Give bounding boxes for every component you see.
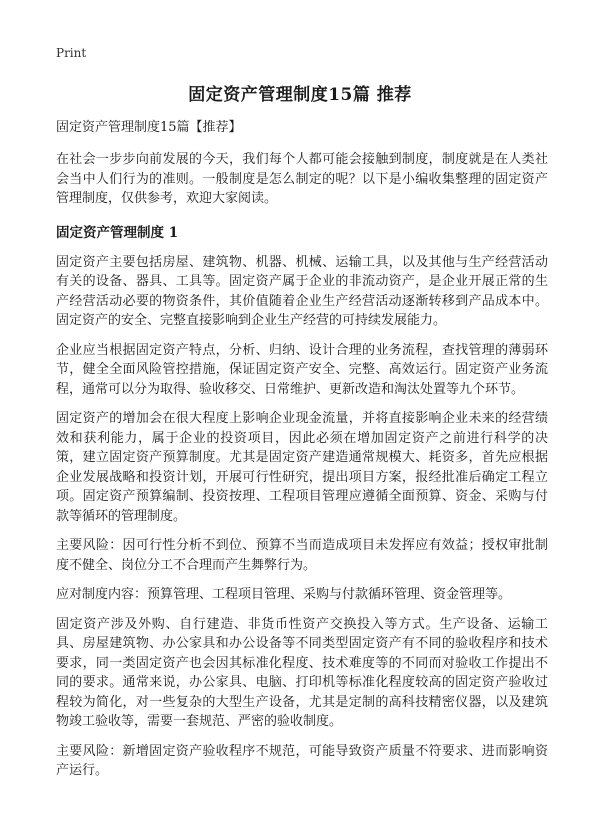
paragraph: 企业应当根据固定资产特点，分析、归纳、设计合理的业务流程，查找管理的薄弱环节，健全全面风险管控措施，保证固定资产安全、完整、高效运行。固定资产业务流程，通常可以分为取得、验收移交、日常维护、更新改造和淘汰处置等九个环节。 xyxy=(56,342,548,397)
print-label: Print xyxy=(56,46,87,60)
paragraph: 应对制度内容：预算管理、工程项目管理、采购与付款循环管理、资金管理等。 xyxy=(56,587,512,602)
paragraph: 固定资产的增加会在很大程度上影响企业现金流量，并将直接影响企业未来的经营绩效和获利能力，属于企业的投资项目，因此必须在增加固定资产之前进行科学的决策，建立固定资产预算制度。尤其是固定资产建造通常规模大、耗资多，首先应根据企业发展战略和投资计划，开展可行性研究，提出项目方案，报经批准后确定工程立项。固定资产预算编制、投资按理、工程项目管理应遵循全面预算、资金、采购与付款等循环的管理制度。 xyxy=(56,411,548,524)
page-title: 固定资产管理制度15篇 推荐 xyxy=(188,85,412,105)
article-subtitle: 固定资产管理制度15篇【推荐】 xyxy=(56,120,242,135)
intro-paragraph: 在社会一步步向前发展的今天，我们每个人都可能会接触到制度，制度就是在人类社会当中人们行为的准则。一般制度是怎么制定的呢？以下是小编收集整理的固定资产管理制度，仅供参考，欢迎大家阅读。 xyxy=(56,152,548,206)
section-heading: 固定资产管理制度 1 xyxy=(56,224,179,241)
paragraph: 主要风险：因可行性分析不到位、预算不当而造成项目未发挥应有效益；授权审批制度不健全、岗位分工不合理而产生舞弊行为。 xyxy=(56,538,548,573)
paragraph: 固定资产主要包括房屋、建筑物、机器、机械、运输工具，以及其他与生产经营活动有关的设备、器具、工具等。固定资产属于企业的非流动资产，是企业开展正常的生产经营活动必要的物资条件，其价值随着企业生产经营活动逐渐转移到产品成本中。固定资产的安全、完整直接影响到企业生产经营的可持续发展能力。 xyxy=(56,254,548,328)
paragraph: 固定资产涉及外购、自行建造、非货币性资产交换投入等方式。生产设备、运输工具、房屋建筑物、办公家具和办公设备等不同类型固定资产有不同的验收程序和技术要求，同一类固定资产也会因其标准化程度、技术难度等的不同而对验收工作提出不同的要求。通常来说，办公家具、电脑、打印机等标准化程度较高的固定资产验收过程较为简化，对一些复杂的大型生产设备，尤其是定制的高科技精密仪器，以及建筑物竣工验收等，需要一套规范、严密的验收制度。 xyxy=(56,616,548,729)
paragraph: 主要风险：新增固定资产验收程序不规范，可能导致资产质量不符要求、进而影响资产运行。 xyxy=(56,743,548,778)
article-body xyxy=(56,118,548,791)
